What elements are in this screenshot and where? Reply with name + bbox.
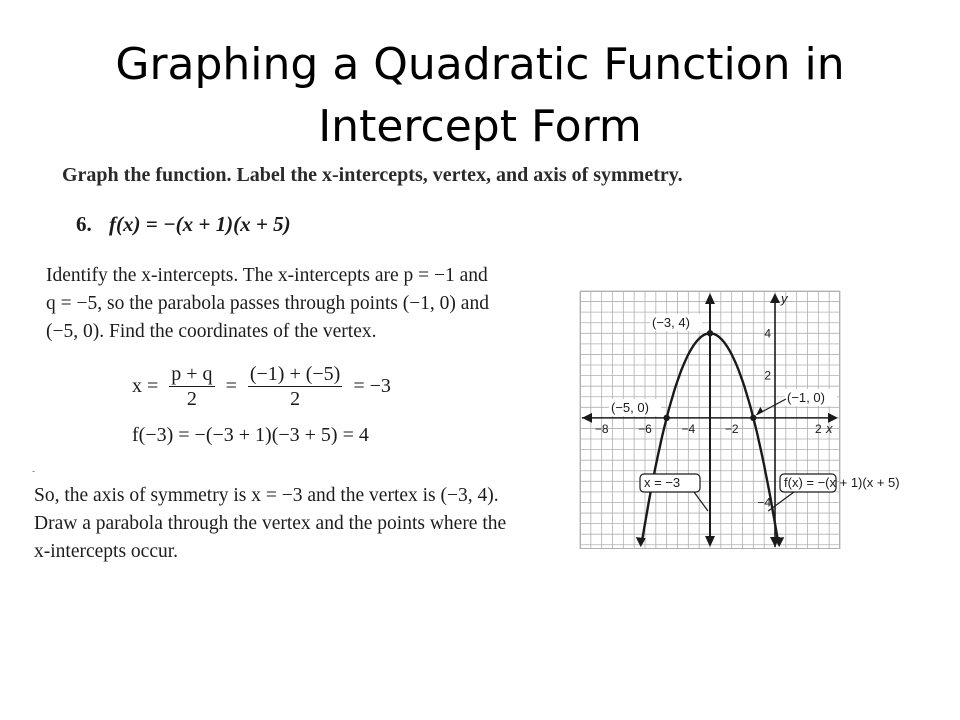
symmetry-arrow-up bbox=[705, 293, 715, 304]
key-point-dot bbox=[707, 330, 713, 336]
x-tick-label: −8 bbox=[594, 421, 609, 436]
problem-statement bbox=[76, 212, 291, 237]
fraction-denominator: 2 bbox=[186, 388, 197, 410]
equals-sign: = bbox=[225, 375, 237, 397]
symmetry-arrow-down bbox=[705, 536, 715, 547]
x-axis-arrow-left bbox=[582, 413, 592, 423]
fraction-p-plus-q bbox=[169, 362, 214, 411]
axis-label-pointer bbox=[694, 492, 708, 511]
x-tick-label: −4 bbox=[681, 421, 696, 436]
vertex-y-equation: f(−3) = −(−3 + 1)(−3 + 5) = 4 bbox=[132, 424, 369, 446]
axis-label: x = −3 bbox=[644, 475, 681, 490]
text-line: q = −5, so the parabola passes through points (−1, 0) and bbox=[46, 293, 489, 314]
fraction-denominator: 2 bbox=[290, 388, 301, 410]
explanation-paragraph-2 bbox=[34, 482, 506, 566]
text-line: (−5, 0). Find the coordinates of the vertex. bbox=[46, 321, 377, 342]
x-axis-label: x bbox=[826, 420, 833, 436]
y-tick-label: 2 bbox=[764, 368, 771, 383]
x-tick-label: −2 bbox=[724, 421, 739, 436]
y-tick-label: 4 bbox=[764, 326, 771, 341]
vertex-label: (−3, 4) bbox=[652, 315, 690, 330]
key-point-dot bbox=[663, 415, 669, 421]
text-line: Identify the x-intercepts. The x-intercepts are p = −1 and bbox=[46, 265, 488, 286]
text-line: x-intercepts occur. bbox=[34, 541, 179, 562]
y-axis-arrow-up bbox=[770, 293, 780, 303]
slide-title: Graphing a Quadratic Function in Intercept Form bbox=[115, 39, 845, 152]
fraction-numerator: p + q bbox=[171, 363, 213, 385]
fraction-substituted bbox=[248, 362, 342, 411]
x-tick-label: −6 bbox=[638, 421, 652, 436]
right-intercept-label: (−1, 0) bbox=[787, 390, 825, 405]
explanation-paragraph-1 bbox=[46, 262, 489, 346]
equation-lhs: x = bbox=[132, 375, 159, 397]
y-tick-label: −4 bbox=[757, 495, 771, 510]
left-intercept-label: (−5, 0) bbox=[611, 400, 649, 415]
stray-mark: - bbox=[32, 466, 36, 477]
instructions-text: Graph the function. Label the x-intercepts, vertex, and axis of symmetry. bbox=[62, 164, 683, 186]
text-line: Draw a parabola through the vertex and the points where the bbox=[34, 513, 507, 534]
y-axis-label: y bbox=[781, 291, 788, 306]
vertex-x-equation bbox=[132, 362, 391, 411]
x-tick-label: 2 bbox=[814, 421, 822, 436]
curve-arrow-left bbox=[636, 537, 646, 547]
parabola-graph bbox=[580, 291, 900, 549]
callout-labels bbox=[609, 314, 900, 547]
key-point-dot bbox=[750, 415, 756, 421]
function-expression: f(x) = −(x + 1)(x + 5) bbox=[109, 212, 291, 236]
function-label: f(x) = −(x + 1)(x + 5) bbox=[784, 475, 900, 490]
equation-result: = −3 bbox=[353, 375, 391, 397]
problem-number: 6. bbox=[76, 212, 92, 236]
fraction-numerator: (−1) + (−5) bbox=[249, 363, 341, 385]
text-line: So, the axis of symmetry is x = −3 and the vertex is (−3, 4). bbox=[34, 485, 499, 506]
